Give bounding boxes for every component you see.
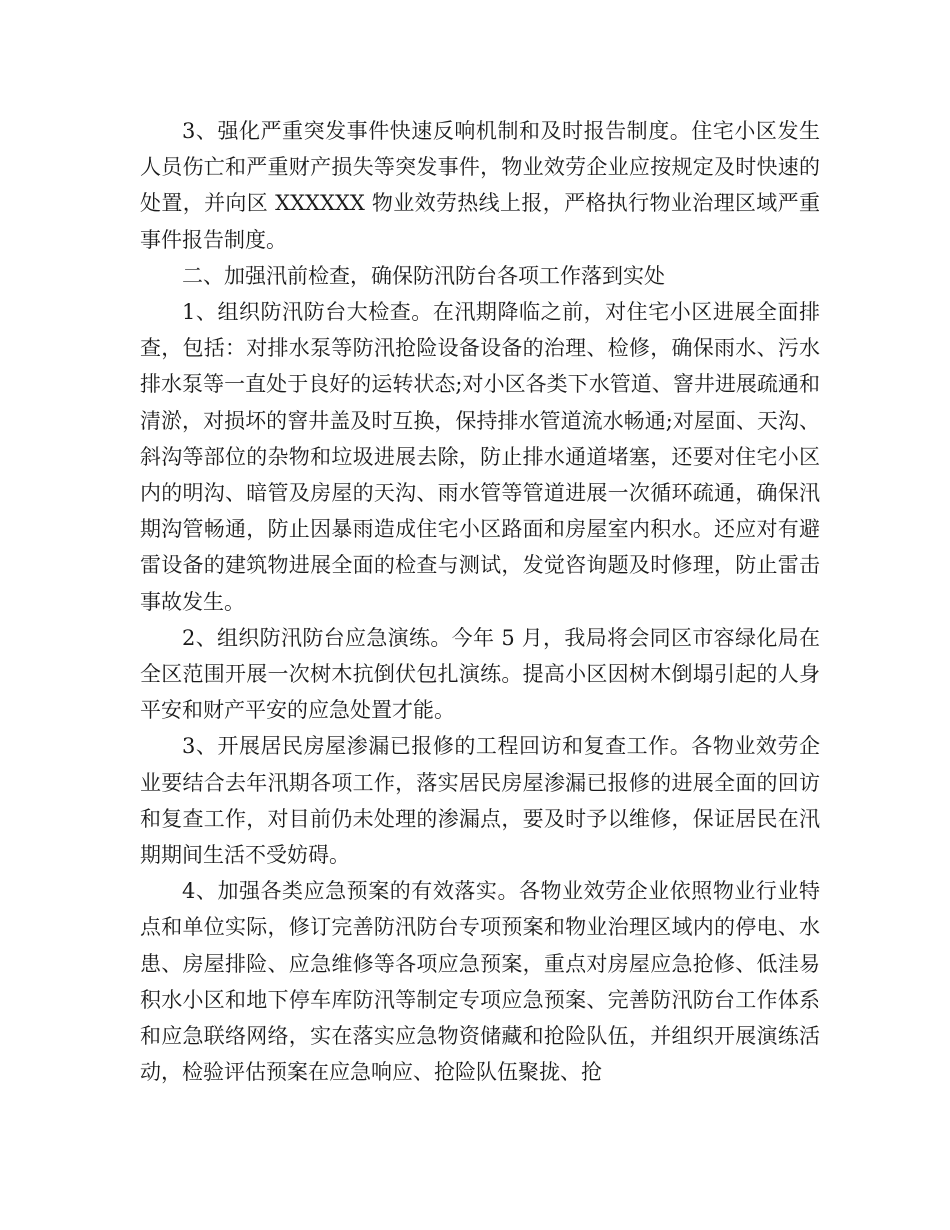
paragraph-emergency-drill: 2、组织防汛防台应急演练。今年 5 月，我局将会同区市容绿化局在全区范围开展一次树木抗倒伏包扎演练。提高小区因树木倒塌引起的人身平安和财产平安的应急处置才能。 [140, 625, 820, 723]
paragraph-flood-inspection: 1、组织防汛防台大检查。在汛期降临之前，对住宅小区进展全面排查，包括：对排水泵等防汛抢险设备设备的治理、检修，确保雨水、污水排水泵等一直处于良好的运转状态;对小区各类下水管道、窨井进展疏通和清淤，对损坏的窨井盖及时互换，保持排水管道流水畅通;对屋面、天沟、斜沟等部位的杂物和垃圾进展去除，防止排水通道堵塞，还要对住宅小区内的明沟、暗管及房屋的天沟、雨水管等管道进展一次循环疏通，确保汛期沟管畅通，防止因暴雨造成住宅小区路面和房屋室内积水。还应对有避雷设备的建筑物进展全面的检查与测试，发觉咨询题及时修理，防止雷击事故发生。 [140, 300, 820, 614]
paragraph-emergency-reporting: 3、强化严重突发事件快速反响机制和及时报告制度。住宅小区发生人员伤亡和严重财产损失等突发事件，物业效劳企业应按规定及时快速的处置，并向区 XXXXXX 物业效劳热线上报，严格执行物业治理区域严重事件报告制度。 [140, 119, 820, 252]
document-body [140, 113, 820, 1090]
paragraph-emergency-plans: 4、加强各类应急预案的有效落实。各物业效劳企业依照物业行业特点和单位实际，修订完善防汛防台专项预案和物业治理区域内的停电、水患、房屋排险、应急维修等各项应急预案，重点对房屋应急抢修、低洼易积水小区和地下停车库防汛等制定专项应急预案、完善防汛防台工作体系和应急联络网络，实在落实应急物资储藏和抢险队伍，并组织开展演练活动，检验评估预案在应急响应、抢险队伍聚拢、抢 [140, 879, 820, 1085]
paragraph-leak-followup: 3、开展居民房屋渗漏已报修的工程回访和复查工作。各物业效劳企业要结合去年汛期各项工作，落实居民房屋渗漏已报修的进展全面的回访和复查工作，对目前仍未处理的渗漏点，要及时予以维修，保证居民在汛期期间生活不受妨碍。 [140, 734, 820, 868]
section-heading-flood-inspection: 二、加强汛前检查，确保防汛防台各项工作落到实处 [182, 263, 665, 288]
